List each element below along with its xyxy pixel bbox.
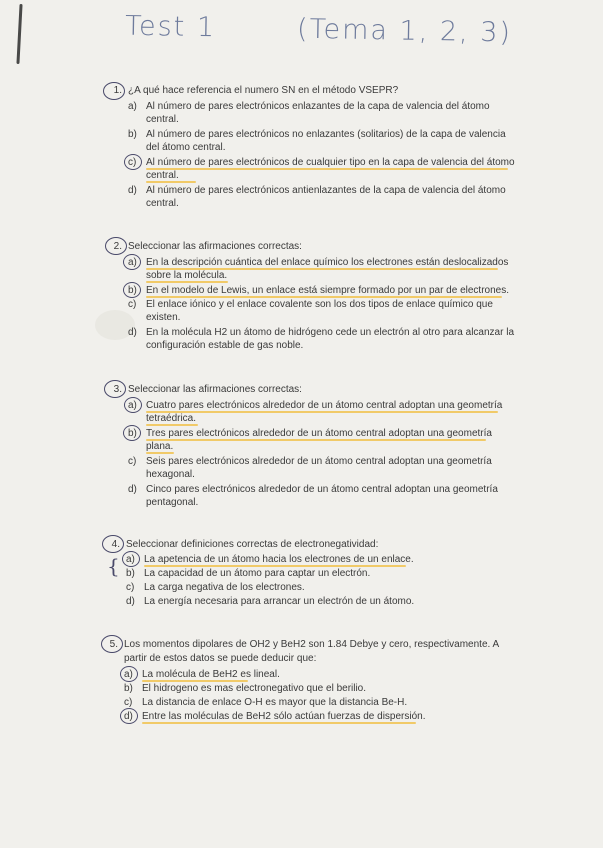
option-text: La carga negativa de los electrones. [144, 582, 305, 593]
option-label: d) [128, 327, 137, 338]
question-number: 5. [109, 639, 118, 650]
option-label: b) [126, 568, 135, 579]
highlight-mark [142, 722, 416, 724]
question-number: 3. [113, 384, 122, 395]
highlight-mark [146, 439, 486, 441]
option-label: a) [128, 400, 137, 411]
option-text: En el modelo de Lewis, un enlace está siempre formado por un par de electrones. [146, 285, 509, 296]
question-number: 2. [113, 241, 122, 252]
option-text: La energía necesaria para arrancar un electrón de un átomo. [144, 596, 415, 607]
option-text: Al número de pares electrónicos antienlazantes de la capa de valencia del átomo central. [146, 185, 506, 209]
highlight-mark [146, 268, 498, 270]
option-text: En la descripción cuántica del enlace químico los electrones están deslocalizados sobre la molécula. [146, 257, 509, 281]
option-label: b) [128, 285, 137, 296]
pen-stroke-mark [16, 4, 22, 64]
option-label: c) [128, 157, 137, 168]
highlight-mark [146, 424, 198, 426]
option-label: c) [128, 299, 137, 310]
highlight-mark [146, 168, 508, 170]
highlight-mark [146, 181, 196, 183]
option-label: a) [128, 257, 137, 268]
option-text: La distancia de enlace O-H es mayor que la distancia Be-H. [142, 697, 408, 708]
option-label: a) [124, 669, 133, 680]
question-stem: ¿A qué hace referencia el numero SN en el método VSEPR? [128, 85, 399, 96]
option-text: Al número de pares electrónicos enlazantes de la capa de valencia del átomo central. [146, 101, 490, 125]
question-stem: Seleccionar definiciones correctas de electronegatividad: [126, 539, 379, 550]
option-label: b) [124, 683, 133, 694]
option-label: a) [126, 554, 135, 565]
option-text: El enlace iónico y el enlace covalente son los dos tipos de enlace químico que existen. [146, 299, 493, 323]
option-text: Cinco pares electrónicos alrededor de un átomo central adoptan una geometría pentagonal. [146, 484, 498, 508]
option-label: a) [128, 101, 137, 112]
option-label: c) [124, 697, 133, 708]
option-label: d) [128, 185, 137, 196]
option-text: Cuatro pares electrónicos alrededor de un átomo central adoptan una geometría tetraédrica. [146, 400, 503, 424]
option-text: Tres pares electrónicos alrededor de un átomo central adoptan una geometría plana. [146, 428, 492, 452]
option-label: b) [128, 129, 137, 140]
option-label: c) [126, 582, 135, 593]
option-text: Al número de pares electrónicos de cualquier tipo en la capa de valencia del átomo central. [146, 157, 515, 181]
highlight-mark [146, 411, 498, 413]
question-stem: Los momentos dipolares de OH2 y BeH2 son 1.84 Debye y cero, respectivamente. A [124, 639, 500, 650]
title-test: Test 1 [124, 10, 217, 44]
option-text: El hidrogeno es mas electronegativo que el berilio. [142, 683, 367, 694]
option-label: c) [128, 456, 137, 467]
option-text: Seis pares electrónicos alrededor de un átomo central adoptan una geometría hexagonal. [146, 456, 492, 480]
option-text: La apetencia de un átomo hacia los electrones de un enlace. [144, 554, 414, 565]
option-text: Al número de pares electrónicos no enlazantes (solitarios) de la capa de valencia del átomo central. [146, 129, 506, 153]
option-label: d) [126, 596, 135, 607]
highlight-mark [146, 452, 174, 454]
option-text: En la molécula H2 un átomo de hidrógeno cede un electrón al otro para alcanzar la configuración estable de gas noble. [146, 327, 515, 351]
option-label: d) [128, 484, 137, 495]
question-stem: Seleccionar las afirmaciones correctas: [128, 241, 302, 252]
highlight-mark [146, 281, 228, 283]
question-number: 4. [111, 539, 120, 550]
option-label: b) [128, 428, 137, 439]
option-text: La molécula de BeH2 es lineal. [142, 669, 280, 680]
question-number: 1. [113, 85, 122, 96]
question-stem: partir de estos datos se puede deducir que: [124, 653, 317, 664]
title-topics: (Tema 1, 2, 3) [296, 13, 513, 49]
option-text: Entre las moléculas de BeH2 sólo actúan fuerzas de dispersión. [142, 711, 426, 722]
question-stem: Seleccionar las afirmaciones correctas: [128, 384, 302, 395]
option-label: d) [124, 711, 133, 722]
handwritten-title [124, 10, 513, 58]
option-text: La capacidad de un átomo para captar un electrón. [144, 568, 371, 579]
bracket-mark: { [107, 554, 120, 578]
